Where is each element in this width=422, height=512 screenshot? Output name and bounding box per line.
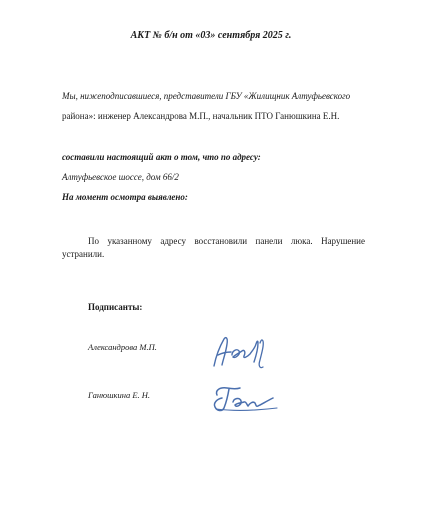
signature-icon <box>208 330 270 372</box>
signature-icon <box>207 381 283 417</box>
composed-heading: составили настоящий акт о том, что по адресу: <box>62 152 261 162</box>
intro-line-2: района»: инженер Александрова М.П., начальник ПТО Ганюшкина Е.Н. <box>62 111 340 121</box>
signer-name-2: Ганюшкина Е. Н. <box>88 390 151 400</box>
document-title: АКТ № б/н от «03» сентября 2025 г. <box>130 30 292 41</box>
intro-line-1: Мы, нижеподписавшиеся, представители ГБУ «Жилищник Алтуфьевского <box>62 91 351 101</box>
signatories-heading: Подписанты: <box>88 302 143 312</box>
signer-name-1: Александрова М.П. <box>88 342 157 352</box>
address-text: Алтуфьевское шоссе, дом 66/2 <box>62 172 179 182</box>
found-heading: На момент осмотра выявлено: <box>62 192 188 202</box>
finding-paragraph: По указанному адресу восстановили панели люка. Нарушение устранили. <box>62 236 365 259</box>
